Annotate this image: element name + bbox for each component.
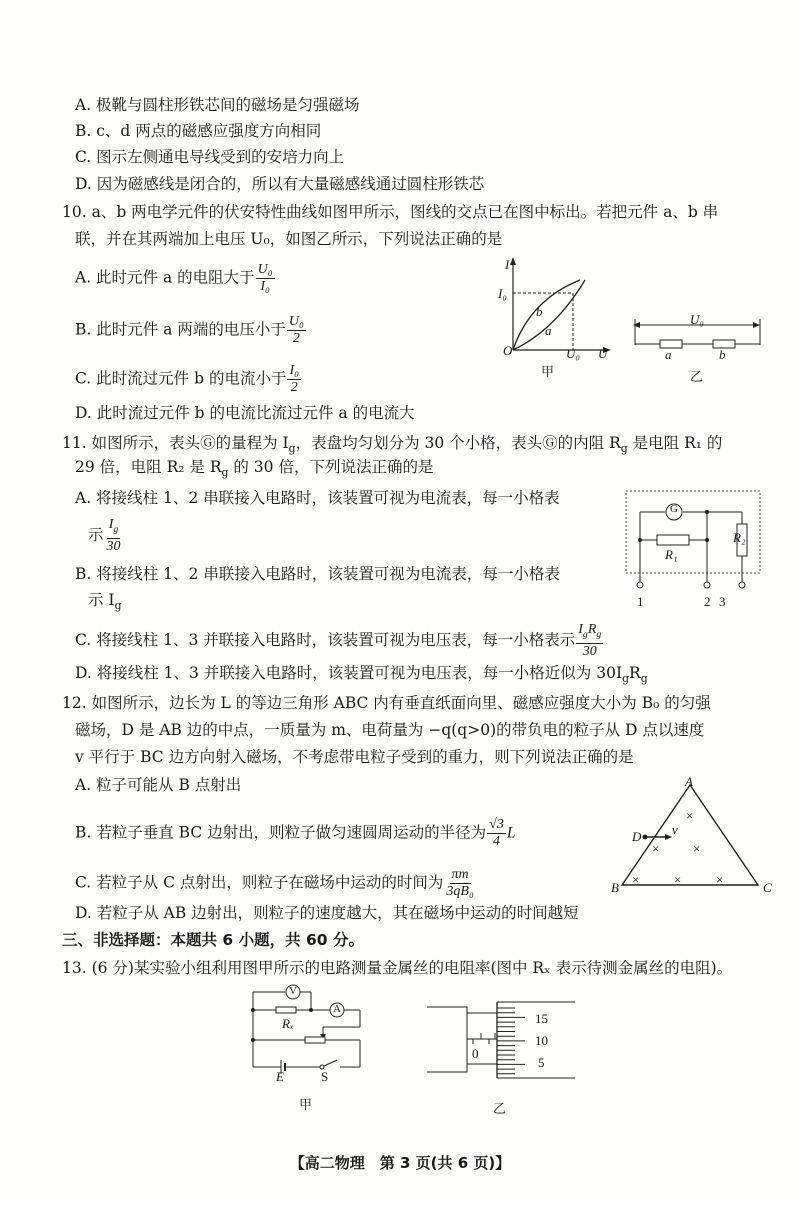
q12-option-a: A. 粒子可能从 B 点射出 — [75, 776, 242, 794]
q11-option-d: D. 将接线柱 1、3 并联接入电路时，该装置可视为电压表，每一小格近似为 $30I_gR_g$ — [75, 664, 648, 686]
terminal-3: 3 — [719, 594, 726, 609]
q9-option-d: D. 因为磁感线是闭合的，所以有大量磁感线通过圆柱形铁芯 — [75, 175, 485, 193]
scale-10: 10 — [535, 1033, 548, 1048]
q10-option-b: B. 此时元件 a 两端的电压小于 $\frac{\text{U₀}}{2}$ — [75, 314, 304, 346]
q12-option-b: B. 若粒子垂直 BC 边射出，则粒子做匀速圆周运动的半径为 $\frac{√3}{4}$ L — [75, 817, 516, 849]
q12-stem-line1: 12. 如图所示，边长为 L 的等边三角形 ABC 内有垂直纸面向里、磁感应强度大小为 B₀ 的匀强 — [62, 694, 711, 712]
fraction: $\frac{I_g}{30}$ — [106, 517, 121, 554]
q13-stem: 13. (6 分)某实验小组利用图甲所示的电路测量金属丝的电阻率(图中 Rₓ 表示待测金属丝的电阻)。 — [62, 959, 733, 977]
vertex-c-label: C — [763, 880, 772, 895]
measurement-circuit-figure — [245, 982, 365, 1082]
fraction: $\frac{\text{U₀}}{2}$ — [288, 314, 304, 346]
point-d-label: D — [632, 829, 642, 844]
q12-option-c: C. 若粒子从 C 点射出，则粒子在磁场中运动的时间为 $\frac{\pi m}{\text{3qB₀}}$ — [75, 867, 474, 899]
curve-a-label: a — [545, 323, 552, 338]
q9-option-a: A. 极靴与圆柱形铁芯间的磁场是匀强磁场 — [75, 96, 360, 114]
field-mark: × — [716, 872, 724, 887]
axis-label-u: U — [598, 346, 608, 361]
field-mark: × — [674, 872, 682, 887]
q11-option-b-cont: 示 $I_g$ — [88, 591, 122, 613]
velocity-label: v — [672, 822, 678, 837]
q10-option-c: C. 此时流过元件 b 的电流小于 $\frac{\text{I₀}}{2}$ — [75, 363, 299, 395]
q11-option-a: A. 将接线柱 1、2 串联接入电路时，该装置可视为电流表，每一小格表 — [75, 489, 560, 507]
q12-stem-line2: 磁场，D 是 AB 边的中点，一质量为 m、电荷量为 −q(q>0)的带负电的粒子从 D 点以速度 — [75, 721, 705, 739]
battery-label: E — [276, 1069, 284, 1084]
fraction: $\frac{\text{I₀}}{2}$ — [289, 363, 299, 395]
q9-option-b: B. c、d 两点的磁感应强度方向相同 — [75, 122, 322, 140]
q11-stem-line2: 29 倍，电阻 R₂ 是 $R_g$ 的 30 倍，下列说法正确的是 — [75, 458, 434, 480]
curve-b — [513, 280, 580, 350]
voltage-label: U₀ — [690, 312, 704, 327]
scale-5: 5 — [538, 1055, 545, 1070]
vertex-a-label: A — [685, 774, 693, 789]
terminal-1: 1 — [637, 594, 644, 609]
q12-stem-line3: v 平行于 BC 边方向射入磁场，不考虑带电粒子受到的重力，则下列说法正确的是 — [75, 748, 634, 766]
q11-option-a-cont: 示 $\frac{I_g}{30}$ — [88, 517, 121, 554]
micrometer-figure — [425, 1000, 575, 1080]
q11-option-b: B. 将接线柱 1、2 串联接入电路时，该装置可视为电流表，每一小格表 — [75, 565, 560, 583]
resistor-b-label: b — [719, 347, 726, 362]
galvanometer-label: G — [670, 503, 678, 515]
q10-option-a: A. 此时元件 a 的电阻大于 $\frac{\text{U₀}}{\text{I₀}}$ — [75, 262, 273, 294]
label-i0: I₀ — [498, 286, 507, 301]
axis-label-i: I — [505, 257, 510, 272]
field-mark: × — [693, 841, 701, 856]
scale-15: 15 — [535, 1011, 548, 1026]
field-mark: × — [686, 808, 694, 823]
field-mark: × — [652, 841, 660, 856]
q12-option-d: D. 若粒子从 AB 边射出，则粒子的速度越大，其在磁场中运动的时间越短 — [75, 904, 579, 922]
q11-option-c: C. 将接线柱 1、3 并联接入电路时，该装置可视为电压表，每一小格表示 $\frac{I_gR_g}{30}$ — [75, 622, 602, 659]
label-u0: U₀ — [566, 346, 580, 361]
figure-caption: 甲 — [541, 364, 555, 379]
q10-stem-line2: 联，并在其两端加上电压 U₀，如图乙所示，下列说法正确的是 — [75, 230, 503, 248]
field-mark: × — [632, 872, 640, 887]
voltmeter-label: V — [289, 985, 297, 997]
q10-option-d: D. 此时流过元件 b 的电流比流过元件 a 的电流大 — [75, 404, 415, 422]
resistor-a-label: a — [665, 347, 672, 362]
q9-option-c: C. 图示左侧通电导线受到的安培力向上 — [75, 148, 345, 166]
r2-label: R₂ — [733, 530, 746, 545]
curve-a — [513, 280, 585, 350]
ammeter-label: A — [333, 1003, 341, 1015]
r1-label: R₁ — [665, 547, 678, 562]
origin-label: O — [503, 343, 513, 358]
figure-caption: 乙 — [690, 369, 704, 384]
fraction: $\frac{\pi m}{\text{3qB₀}}$ — [446, 867, 474, 899]
rx-label: Rₓ — [282, 1016, 294, 1031]
figure-caption: 甲 — [299, 1097, 313, 1112]
terminal-2: 2 — [704, 594, 711, 609]
section-heading: 三、非选择题：本题共 6 小题，共 60 分。 — [62, 931, 364, 949]
fraction: $\frac{\text{U₀}}{\text{I₀}}$ — [257, 262, 273, 294]
page-footer: 【高二物理 第 3 页(共 6 页)】 — [289, 1154, 511, 1172]
scale-zero: 0 — [472, 1046, 479, 1061]
fraction: $\frac{√3}{4}$ — [489, 817, 504, 849]
q10-stem-line1: 10. a、b 两电学元件的伏安特性曲线如图甲所示，图线的交点已在图中标出。若把元件 a、b 串 — [62, 203, 719, 221]
switch-label: S — [321, 1069, 329, 1084]
figure-caption: 乙 — [493, 1101, 507, 1116]
q11-stem-line1: 11. 如图所示，表头Ⓖ的量程为 $I_g$，表盘均匀划分为 30 个小格，表头Ⓖ的内阻 $R_g$ 是电阻 R₁ 的 — [62, 434, 723, 456]
fraction: $\frac{I_gR_g}{30}$ — [578, 622, 602, 659]
vertex-b-label: B — [611, 880, 619, 895]
curve-b-label: b — [536, 304, 543, 319]
